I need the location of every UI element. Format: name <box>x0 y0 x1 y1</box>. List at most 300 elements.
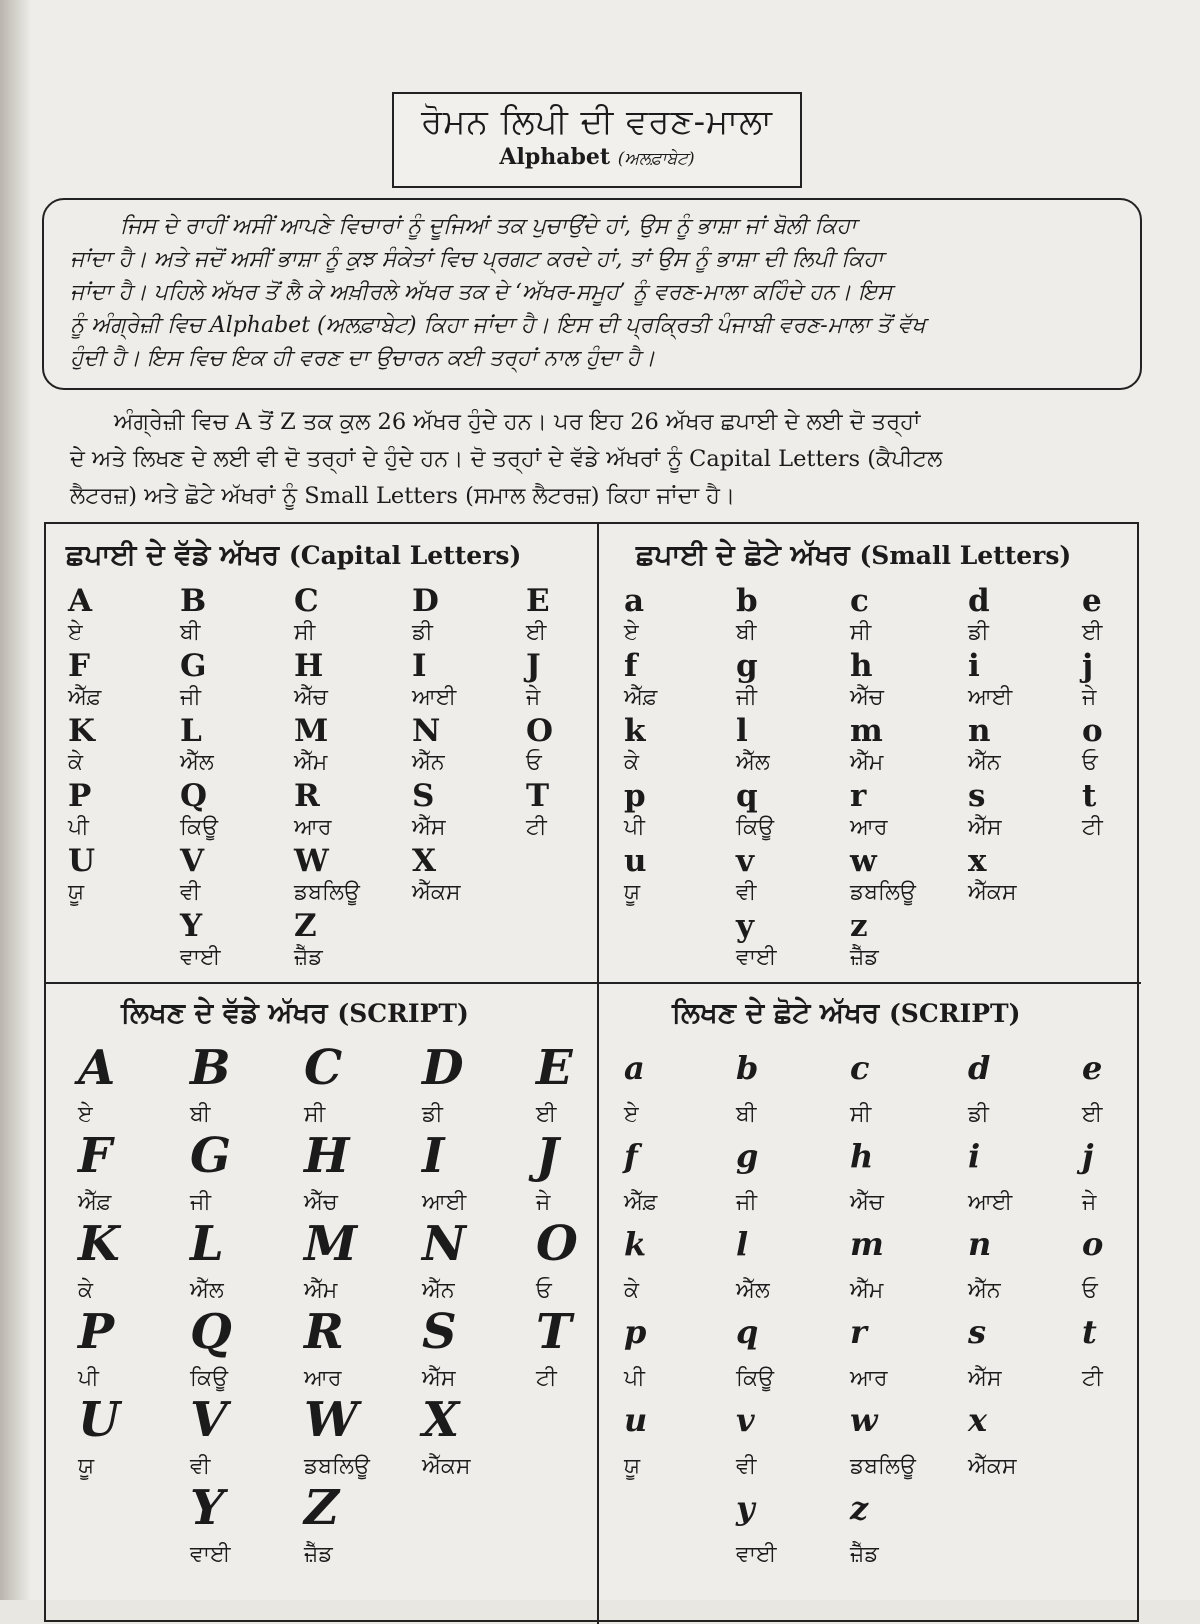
intro-box <box>42 198 1142 390</box>
letter-glyph: i <box>968 648 980 684</box>
print-capital-letter-cell <box>526 648 541 716</box>
letter-pronunciation: ਏ <box>78 1102 93 1127</box>
letter-glyph: B <box>190 1040 231 1096</box>
letter-pronunciation: ਪੀ <box>78 1366 99 1391</box>
letter-glyph: k <box>624 713 646 749</box>
print-capital-letter-cell <box>526 583 550 651</box>
script-capital-letter-cell <box>536 1216 578 1310</box>
print-small-letter-cell <box>624 778 646 846</box>
letter-glyph: P <box>78 1304 115 1360</box>
print-capital-letter-cell <box>180 843 205 911</box>
letter-pronunciation: ਕਿਊ <box>180 815 218 840</box>
letter-pronunciation: ਐੱਚ <box>304 1190 338 1215</box>
print-capital-letter-cell <box>294 583 319 651</box>
print-small-letter-cell <box>968 648 1013 716</box>
letter-pronunciation: ਕਿਊ <box>190 1366 228 1391</box>
letter-glyph: j <box>1082 1137 1094 1175</box>
letter-pronunciation: ਵਾਈ <box>190 1542 231 1567</box>
letter-glyph: X <box>412 843 437 879</box>
letter-pronunciation: ਪੀ <box>624 815 645 840</box>
script-capital-letter-cell <box>304 1040 343 1134</box>
letter-glyph: p <box>624 1313 647 1351</box>
letter-glyph: X <box>422 1392 460 1448</box>
script-capital-letter-cell <box>190 1480 231 1574</box>
section-heading-script-small <box>672 996 1020 1030</box>
book-page <box>30 0 1200 1600</box>
section-heading-script-capital <box>121 996 469 1030</box>
print-capital-letter-cell <box>294 843 360 911</box>
book-spine-edge <box>0 0 31 1600</box>
intro-line: ਜਿਸ ਦੇ ਰਾਹੀਂ ਅਸੀਂ ਆਪਣੇ ਵਿਚਾਰਾਂ ਨੂੰ ਦੂਜਿਆਂ ਤਕ ਪੁਚਾਉਂਦੇ ਹਾਂ, ਉਸ ਨੂੰ ਭਾਸ਼ਾ ਜਾਂ ਬੋਲੀ ਕਿਹਾ <box>120 214 857 239</box>
letter-glyph: e <box>1082 1049 1103 1087</box>
letter-pronunciation: ਯੂ <box>68 880 85 905</box>
script-small-letter-cell <box>968 1132 1012 1222</box>
letter-glyph: K <box>68 713 95 749</box>
script-capital-letter-cell <box>304 1480 340 1574</box>
letter-glyph: S <box>422 1304 457 1360</box>
print-small-letter-cell <box>1082 713 1103 781</box>
letter-glyph: h <box>850 1137 874 1175</box>
letter-glyph: I <box>412 648 427 684</box>
print-small-letter-cell <box>1082 583 1103 651</box>
letter-glyph: j <box>1082 648 1094 684</box>
script-small-letter-cell <box>850 1484 879 1574</box>
letter-glyph: W <box>294 843 329 879</box>
letter-glyph: I <box>422 1128 445 1184</box>
letter-pronunciation: ਟੀ <box>526 815 547 840</box>
letter-glyph: G <box>190 1128 231 1184</box>
script-small-letter-cell <box>736 1484 776 1574</box>
letter-glyph: C <box>304 1040 343 1096</box>
script-capital-letter-cell <box>422 1216 466 1310</box>
letter-pronunciation: ਈ <box>1082 1102 1103 1127</box>
letter-pronunciation: ਡੀ <box>968 1102 989 1127</box>
letter-pronunciation: ਐੱਮ <box>850 1278 884 1303</box>
letter-glyph: r <box>850 778 867 814</box>
script-capital-letter-cell <box>190 1040 231 1134</box>
letter-glyph: M <box>294 713 329 749</box>
letter-glyph: L <box>180 713 202 749</box>
letter-pronunciation: ਐੱਮ <box>304 1278 338 1303</box>
letter-glyph: U <box>68 843 96 879</box>
letter-pronunciation: ਕਿਊ <box>736 815 774 840</box>
letter-glyph: J <box>536 1128 559 1184</box>
letter-pronunciation: ਐੱਮ <box>294 750 328 775</box>
script-capital-letter-cell <box>304 1216 358 1310</box>
letter-glyph: O <box>536 1216 578 1272</box>
print-small-letter-cell <box>850 778 888 846</box>
print-small-letter-cell <box>736 908 777 976</box>
letter-glyph: g <box>736 648 758 684</box>
letter-pronunciation: ਡਬਲਿਊ <box>294 880 360 905</box>
letter-pronunciation: ਐੱਚ <box>850 685 884 710</box>
letter-glyph: i <box>968 1137 981 1175</box>
letter-glyph: d <box>968 1049 991 1087</box>
letter-pronunciation: ਕੇ <box>624 750 640 775</box>
letter-pronunciation: ਵੀ <box>190 1454 211 1479</box>
letter-glyph: w <box>850 1401 878 1439</box>
script-small-letter-cell <box>624 1396 647 1486</box>
letter-glyph: b <box>736 1049 759 1087</box>
letter-pronunciation: ਜ਼ੈੱਡ <box>850 945 879 970</box>
letter-pronunciation: ਜੀ <box>736 1190 757 1215</box>
print-small-letter-cell <box>968 583 990 651</box>
script-capital-letter-cell <box>422 1392 471 1486</box>
letter-glyph: t <box>1082 778 1097 814</box>
section-heading-print-capital <box>66 538 521 572</box>
heading-english: (SCRIPT) <box>337 999 469 1028</box>
script-capital-letter-cell <box>422 1040 464 1134</box>
letter-pronunciation: ਜ਼ੈੱਡ <box>850 1542 879 1567</box>
heading-punjabi: ਛਪਾਈ ਦੇ ਛੋਟੇ ਅੱਖਰ <box>636 538 850 571</box>
letter-pronunciation: ਏ <box>624 1102 639 1127</box>
print-small-letter-cell <box>850 713 884 781</box>
letter-pronunciation: ਯੂ <box>78 1454 95 1479</box>
script-capital-letter-cell <box>78 1304 115 1398</box>
letter-glyph: C <box>294 583 319 619</box>
body-paragraph <box>70 404 1135 515</box>
print-small-letter-cell <box>624 713 646 781</box>
title-box <box>392 92 802 188</box>
letter-glyph: c <box>850 1049 870 1087</box>
section-heading-print-small <box>636 538 1071 572</box>
print-small-letter-cell <box>736 583 758 651</box>
letter-pronunciation: ਆਈ <box>968 685 1013 710</box>
script-small-letter-cell <box>736 1220 770 1310</box>
letter-glyph: N <box>422 1216 466 1272</box>
letter-pronunciation: ਐੱਕਸ <box>968 880 1017 905</box>
letter-pronunciation: ਏ <box>68 620 83 645</box>
print-capital-letter-cell <box>294 908 323 976</box>
script-small-letter-cell <box>1082 1044 1102 1134</box>
letter-pronunciation: ਐੱਫ਼ <box>68 685 102 710</box>
print-small-letter-cell <box>850 648 884 716</box>
intro-line: ਹੁੰਦੀ ਹੈ। ਇਸ ਵਿਚ ਇਕ ਹੀ ਵਰਣ ਦਾ ਉਚਾਰਨ ਕਈ ਤਰ੍ਹਾਂ ਨਾਲ ਹੁੰਦਾ ਹੈ। <box>70 346 656 371</box>
print-small-letter-cell <box>968 778 1002 846</box>
script-small-letter-cell <box>736 1132 758 1222</box>
letter-pronunciation: ਟੀ <box>1082 1366 1103 1391</box>
letter-pronunciation: ਪੀ <box>624 1366 645 1391</box>
letter-glyph: o <box>1082 713 1103 749</box>
script-small-letter-cell <box>1082 1220 1103 1310</box>
print-small-letter-cell <box>850 908 879 976</box>
letter-pronunciation: ਆਈ <box>422 1190 467 1215</box>
script-capital-letter-cell <box>190 1304 232 1398</box>
letter-glyph: D <box>412 583 439 619</box>
letter-glyph: O <box>526 713 554 749</box>
letter-glyph: e <box>1082 583 1102 619</box>
letter-glyph: m <box>850 713 883 749</box>
print-capital-letter-cell <box>180 648 207 716</box>
letter-glyph: y <box>736 908 755 944</box>
heading-english: (Small Letters) <box>859 541 1072 570</box>
print-capital-letter-cell <box>68 583 93 651</box>
letter-pronunciation: ਐੱਸ <box>412 815 446 840</box>
print-capital-letter-cell <box>526 778 550 846</box>
letter-glyph: s <box>968 1313 987 1351</box>
print-small-letter-cell <box>850 843 916 911</box>
letter-pronunciation: ਆਰ <box>294 815 332 840</box>
print-capital-letter-cell <box>68 648 102 716</box>
letter-pronunciation: ਐੱਲ <box>736 1278 770 1303</box>
heading-punjabi: ਛਪਾਈ ਦੇ ਵੱਡੇ ਅੱਖਰ <box>66 538 280 571</box>
letter-pronunciation: ਟੀ <box>1082 815 1103 840</box>
letter-pronunciation: ਟੀ <box>536 1366 557 1391</box>
print-capital-letter-cell <box>68 843 96 911</box>
letter-pronunciation: ਐੱਫ਼ <box>624 1190 658 1215</box>
print-small-letter-cell <box>968 713 1001 781</box>
letter-pronunciation: ਐੱਲ <box>180 750 214 775</box>
letter-pronunciation: ਜੀ <box>736 685 757 710</box>
letter-glyph: H <box>304 1128 350 1184</box>
script-small-letter-cell <box>850 1396 916 1486</box>
letter-pronunciation: ਡੀ <box>968 620 989 645</box>
letter-pronunciation: ਜੀ <box>190 1190 211 1215</box>
script-small-letter-cell <box>968 1396 1017 1486</box>
letter-glyph: b <box>736 583 758 619</box>
print-capital-letter-cell <box>526 713 554 781</box>
letter-glyph: f <box>624 648 638 684</box>
letter-pronunciation: ਐੱਸ <box>968 815 1002 840</box>
letter-pronunciation: ਆਰ <box>850 1366 888 1391</box>
letter-glyph: J <box>526 648 541 684</box>
heading-english: (Capital Letters) <box>288 541 522 570</box>
print-capital-letter-cell <box>68 778 92 846</box>
letter-pronunciation: ਓ <box>526 750 542 775</box>
letter-pronunciation: ਐੱਨ <box>968 1278 1001 1303</box>
intro-line: ਜਾਂਦਾ ਹੈ। ਅਤੇ ਜਦੋਂ ਅਸੀਂ ਭਾਸ਼ਾ ਨੂੰ ਕੁਝ ਸੰਕੇਤਾਂ ਵਿਚ ਪ੍ਰਗਟ ਕਰਦੇ ਹਾਂ, ਤਾਂ ਉਸ ਨੂੰ ਭਾਸ਼ਾ ਦੀ ਲਿਪੀ ਕਿਹਾ <box>70 247 884 272</box>
letter-glyph: u <box>624 1401 648 1439</box>
letter-glyph: B <box>180 583 207 619</box>
script-capital-letter-cell <box>78 1392 120 1486</box>
letter-glyph: x <box>968 843 987 879</box>
letter-glyph: v <box>736 843 755 879</box>
script-capital-letter-cell <box>304 1304 344 1398</box>
letter-pronunciation: ਜੇ <box>1082 1190 1097 1215</box>
script-capital-letter-cell <box>304 1128 350 1222</box>
script-capital-letter-cell <box>422 1128 467 1222</box>
print-capital-letter-cell <box>180 583 207 651</box>
script-capital-letter-cell <box>190 1128 231 1222</box>
script-capital-letter-cell <box>304 1392 370 1486</box>
letter-pronunciation: ਜ਼ੈੱਡ <box>294 945 323 970</box>
letter-pronunciation: ਐੱਫ਼ <box>78 1190 112 1215</box>
letter-glyph: t <box>1082 1313 1097 1351</box>
letter-pronunciation: ਐੱਨ <box>968 750 1001 775</box>
print-capital-letter-cell <box>294 648 328 716</box>
letter-pronunciation: ਸੀ <box>850 1102 872 1127</box>
script-small-letter-cell <box>968 1308 1002 1398</box>
letter-pronunciation: ਜੇ <box>526 685 541 710</box>
letter-pronunciation: ਜ਼ੈੱਡ <box>304 1542 333 1567</box>
letter-glyph: o <box>1082 1225 1104 1263</box>
script-small-letter-cell <box>736 1308 774 1398</box>
letter-pronunciation: ਪੀ <box>68 815 89 840</box>
print-small-letter-cell <box>624 583 645 651</box>
letter-pronunciation: ਸੀ <box>850 620 872 645</box>
letter-pronunciation: ਕੇ <box>78 1278 94 1303</box>
print-small-letter-cell <box>624 843 647 911</box>
letter-pronunciation: ਐੱਕਸ <box>968 1454 1017 1479</box>
print-small-letter-cell <box>736 713 770 781</box>
letter-glyph: w <box>850 843 877 879</box>
letter-pronunciation: ਵੀ <box>736 1454 757 1479</box>
letter-pronunciation: ਯੂ <box>624 1454 641 1479</box>
letter-glyph: g <box>736 1137 759 1175</box>
body-line: ਦੇ ਅਤੇ ਲਿਖਣ ਦੇ ਲਈ ਵੀ ਦੋ ਤਰ੍ਹਾਂ ਦੇ ਹੁੰਦੇ ਹਨ। ਦੋ ਤਰ੍ਹਾਂ ਦੇ ਵੱਡੇ ਅੱਖਰਾਂ ਨੂੰ Capital Letters (ਕੈਪੀਟਲ <box>70 446 943 472</box>
print-small-letter-cell <box>736 843 757 911</box>
letter-glyph: T <box>536 1304 572 1360</box>
letter-glyph: l <box>736 1225 749 1263</box>
letter-glyph: s <box>968 778 986 814</box>
letter-glyph: Y <box>190 1480 225 1536</box>
letter-glyph: Z <box>304 1480 340 1536</box>
intro-line: ਨੂੰ ਅੰਗ੍ਰੇਜ਼ੀ ਵਿਚ Alphabet (ਅਲਫ਼ਾਬੇਟ) ਕਿਹਾ ਜਾਂਦਾ ਹੈ। ਇਸ ਦੀ ਪ੍ਰਕ੍ਰਿਤੀ ਪੰਜਾਬੀ ਵਰਣ-ਮਾਲਾ ਤੋਂ ਵੱਖ <box>70 313 926 338</box>
letter-pronunciation: ਐੱਫ਼ <box>624 685 658 710</box>
script-small-letter-cell <box>624 1308 646 1398</box>
letter-pronunciation: ਓ <box>1082 750 1098 775</box>
letter-glyph: v <box>736 1401 755 1439</box>
letter-pronunciation: ਜੀ <box>180 685 201 710</box>
letter-pronunciation: ਕੇ <box>68 750 84 775</box>
letter-pronunciation: ਐੱਚ <box>294 685 328 710</box>
letter-glyph: H <box>294 648 324 684</box>
body-line: ਅੰਗ੍ਰੇਜ਼ੀ ਵਿਚ A ਤੋਂ Z ਤਕ ਕੁਲ 26 ਅੱਖਰ ਹੁੰਦੇ ਹਨ। ਪਰ ਇਹ 26 ਅੱਖਰ ਛਪਾਈ ਦੇ ਲਈ ਦੋ ਤਰ੍ਹਾਂ <box>114 409 921 435</box>
print-capital-letter-cell <box>412 583 439 651</box>
letter-glyph: L <box>190 1216 224 1272</box>
letter-pronunciation: ਆਈ <box>968 1190 1013 1215</box>
letter-pronunciation: ਬੀ <box>190 1102 211 1127</box>
letter-glyph: A <box>68 583 93 619</box>
letter-pronunciation: ਆਰ <box>850 815 888 840</box>
heading-english: (SCRIPT) <box>888 999 1021 1028</box>
script-capital-letter-cell <box>536 1040 573 1134</box>
letter-glyph: Q <box>180 778 208 814</box>
script-capital-letter-cell <box>536 1128 559 1222</box>
print-small-letter-cell <box>736 778 774 846</box>
letter-pronunciation: ਵਾਈ <box>736 1542 777 1567</box>
letter-glyph: h <box>850 648 873 684</box>
letter-pronunciation: ਓ <box>536 1278 552 1303</box>
script-small-letter-cell <box>850 1044 871 1134</box>
print-small-letter-cell <box>1082 778 1103 846</box>
title-english-word: Alphabet <box>499 144 611 170</box>
letter-glyph: R <box>304 1304 344 1360</box>
print-capital-letter-cell <box>412 713 445 781</box>
letter-glyph: d <box>968 583 990 619</box>
letter-glyph: z <box>850 1489 869 1527</box>
letter-glyph: k <box>624 1225 647 1263</box>
script-small-letter-cell <box>624 1220 646 1310</box>
letter-glyph: E <box>526 583 550 619</box>
print-small-letter-cell <box>968 843 1017 911</box>
letter-pronunciation: ਐੱਕਸ <box>422 1454 471 1479</box>
letter-pronunciation: ਐੱਮ <box>850 750 884 775</box>
letter-glyph: D <box>422 1040 464 1096</box>
letter-glyph: r <box>850 1313 867 1351</box>
script-capital-letter-cell <box>78 1216 120 1310</box>
letter-pronunciation: ਐੱਸ <box>422 1366 456 1391</box>
letter-pronunciation: ਐੱਲ <box>736 750 770 775</box>
page-title-punjabi: ਰੋਮਨ ਲਿਪੀ ਦੀ ਵਰਣ-ਮਾਲਾ <box>421 102 773 142</box>
print-capital-letter-cell <box>68 713 95 781</box>
print-capital-letter-cell <box>180 908 221 976</box>
letter-pronunciation: ਜੇ <box>536 1190 551 1215</box>
letter-pronunciation: ਈ <box>526 620 547 645</box>
letter-glyph: T <box>526 778 550 814</box>
letter-pronunciation: ਕਿਊ <box>736 1366 774 1391</box>
letter-glyph: x <box>968 1401 988 1439</box>
script-small-letter-cell <box>736 1044 758 1134</box>
letter-pronunciation: ਡੀ <box>412 620 433 645</box>
letter-glyph: A <box>78 1040 116 1096</box>
letter-glyph: P <box>68 778 92 814</box>
table-divider-horizontal <box>46 982 1141 984</box>
letter-pronunciation: ਵੀ <box>736 880 757 905</box>
letter-glyph: V <box>180 843 205 879</box>
letter-glyph: F <box>78 1128 113 1184</box>
letter-glyph: c <box>850 583 869 619</box>
script-capital-letter-cell <box>422 1304 457 1398</box>
letter-pronunciation: ਸੀ <box>304 1102 326 1127</box>
letter-pronunciation: ਈ <box>536 1102 557 1127</box>
letter-pronunciation: ਬੀ <box>736 1102 757 1127</box>
script-small-letter-cell <box>850 1132 884 1222</box>
letter-pronunciation: ਕੇ <box>624 1278 640 1303</box>
letter-glyph: l <box>736 713 748 749</box>
letter-glyph: M <box>304 1216 358 1272</box>
letter-glyph: f <box>624 1137 638 1175</box>
letter-glyph: n <box>968 713 991 749</box>
letter-pronunciation: ਡਬਲਿਊ <box>850 880 916 905</box>
print-capital-letter-cell <box>412 778 446 846</box>
letter-pronunciation: ਐੱਨ <box>412 750 445 775</box>
letter-glyph: F <box>68 648 91 684</box>
letter-glyph: q <box>736 1313 759 1351</box>
letter-pronunciation: ਆਰ <box>304 1366 342 1391</box>
print-small-letter-cell <box>736 648 758 716</box>
letter-glyph: y <box>736 1489 755 1527</box>
letter-pronunciation: ਡੀ <box>422 1102 443 1127</box>
letter-glyph: Z <box>294 908 317 944</box>
letter-pronunciation: ਜੇ <box>1082 685 1097 710</box>
letter-glyph: R <box>294 778 320 814</box>
heading-punjabi: ਲਿਖਣ ਦੇ ਛੋਟੇ ਅੱਖਰ <box>672 996 880 1029</box>
letter-pronunciation: ਐੱਨ <box>422 1278 455 1303</box>
letter-pronunciation: ਐੱਲ <box>190 1278 224 1303</box>
letter-pronunciation: ਈ <box>1082 620 1103 645</box>
script-capital-letter-cell <box>190 1392 228 1486</box>
letter-glyph: G <box>180 648 207 684</box>
print-capital-letter-cell <box>412 648 457 716</box>
script-small-letter-cell <box>1082 1308 1103 1398</box>
script-small-letter-cell <box>736 1396 756 1486</box>
letter-glyph: K <box>78 1216 120 1272</box>
letter-pronunciation: ਵਾਈ <box>180 945 221 970</box>
script-capital-letter-cell <box>536 1304 572 1398</box>
letter-glyph: n <box>968 1225 992 1263</box>
letter-pronunciation: ਡਬਲਿਊ <box>304 1454 370 1479</box>
print-small-letter-cell <box>1082 648 1097 716</box>
script-small-letter-cell <box>624 1044 645 1134</box>
script-small-letter-cell <box>968 1220 1001 1310</box>
letter-pronunciation: ਐੱਕਸ <box>412 880 461 905</box>
letter-glyph: W <box>304 1392 358 1448</box>
table-divider-vertical <box>597 524 599 1624</box>
script-capital-letter-cell <box>78 1128 113 1222</box>
print-capital-letter-cell <box>294 713 329 781</box>
letter-glyph: p <box>624 778 646 814</box>
